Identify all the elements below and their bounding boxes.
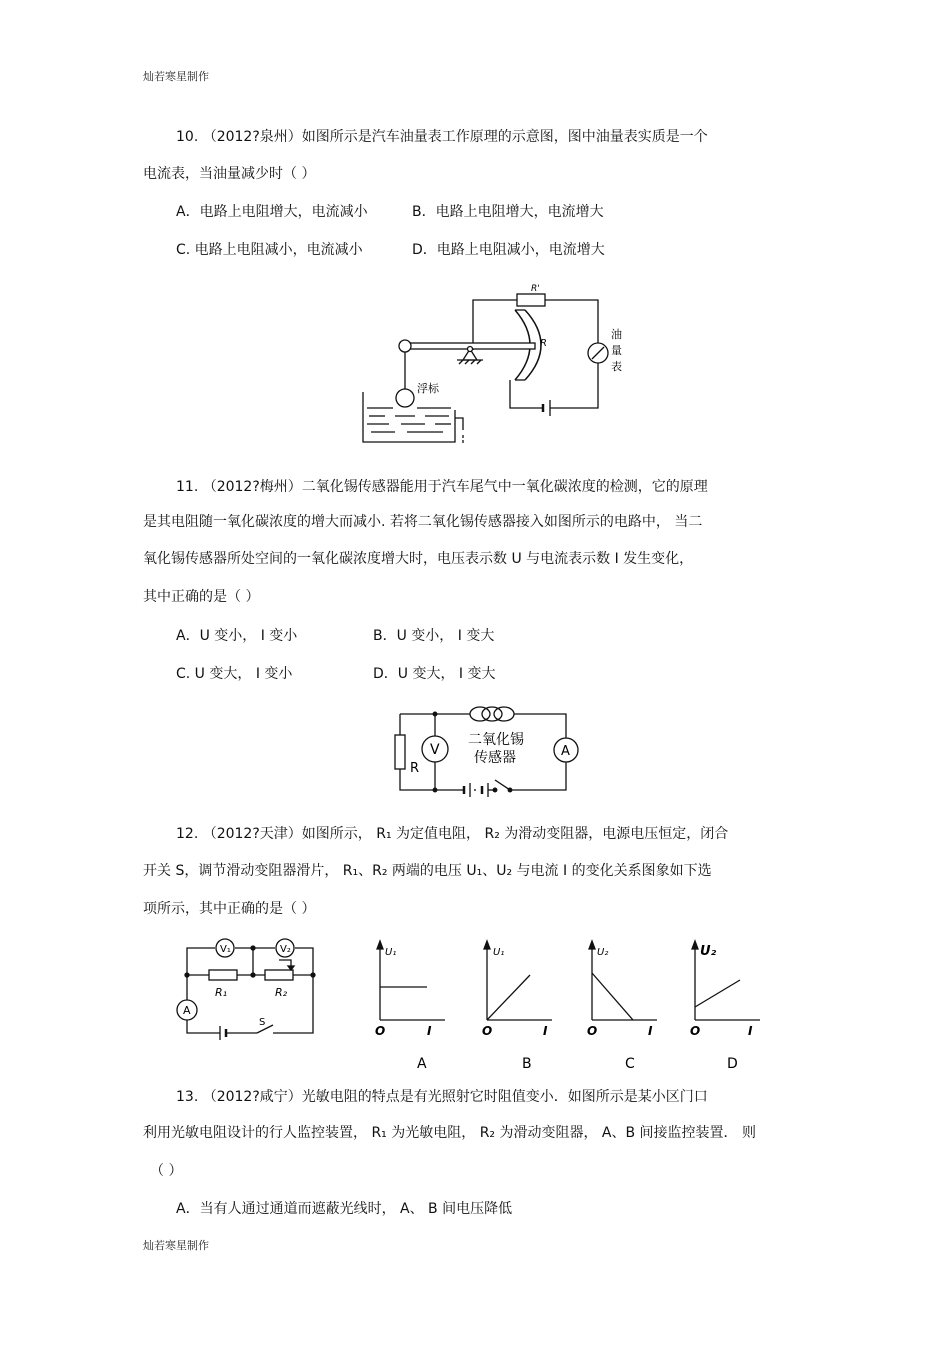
q12-graph-a-ylabel: U₁ (385, 947, 397, 958)
q12-graph-options (365, 935, 785, 1075)
q12-graph-b-label: B (522, 1056, 532, 1072)
q11-stem-line4: 其中正确的是（ ） (143, 589, 260, 605)
q10-stem-line2: 电流表，当油量减少时（ ） (143, 166, 316, 182)
q12-graph-a-label: A (417, 1056, 427, 1072)
q10-label-gauge-3: 表 (611, 360, 622, 373)
q12-graph-c-origin: O (587, 1024, 598, 1038)
q11-ammeter-label: A (561, 744, 570, 759)
q12-graph-b-origin: O (482, 1024, 493, 1038)
q12-v2-label: V₂ (280, 944, 291, 955)
q11-stem-line1: 11. （2012?梅州）二氧化锡传感器能用于汽车尾气中一氧化碳浓度的检测，它的原理 (176, 479, 708, 495)
q11-voltmeter-label: V (430, 742, 440, 758)
q12-v1-label: V₁ (220, 944, 231, 955)
q11-sensor-label-1: 二氧化锡 (468, 732, 524, 748)
q12-graph-c-label: C (625, 1056, 635, 1072)
q11-option-d: D．U 变大， I 变大 (373, 666, 496, 682)
q12-r1-label: R₁ (215, 986, 228, 999)
q11-option-a: A．U 变小， I 变小 (176, 628, 298, 644)
q10-label-float: 浮标 (417, 382, 439, 395)
q12-stem-line3: 项所示，其中正确的是（ ） (143, 901, 316, 917)
q10-label-r-prime: R' (531, 284, 540, 294)
q10-option-b: B．电路上电阻增大，电流增大 (412, 204, 604, 220)
q12-r2-label: R₂ (275, 986, 288, 999)
q12-graph-d-ylabel: U₂ (700, 944, 717, 959)
q10-option-d: D．电路上电阻减小，电流增大 (412, 242, 605, 258)
q11-option-b: B．U 变小， I 变大 (373, 628, 495, 644)
q13-option-a: A．当有人通过通道而遮蔽光线时， A、 B 间电压降低 (176, 1201, 513, 1217)
q13-stem-line2: 利用光敏电阻设计的行人监控装置， R₁ 为光敏电阻， R₂ 为滑动变阻器， A、B 间接监控装置． 则 (143, 1125, 757, 1141)
page-footer: 灿若寒星制作 (143, 1239, 209, 1252)
q10-stem-line1: 10. （2012?泉州）如图所示是汽车油量表工作原理的示意图，图中油量表实质是一个 (176, 129, 708, 145)
q11-sensor-label-2: 传感器 (474, 750, 516, 766)
q11-stem-line3: 氧化锡传感器所处空间的一氧化碳浓度增大时，电压表示数 U 与电流表示数 I 发生变化， (143, 551, 694, 567)
q11-option-c: C. U 变大， I 变小 (176, 666, 293, 682)
q11-sensor-circuit-diagram (390, 700, 590, 808)
q12-switch-label: S (259, 1017, 266, 1028)
q12-stem-line1: 12. （2012?天津）如图所示， R₁ 为定值电阻， R₂ 为滑动变阻器，电源电压恒定，闭合 (176, 826, 729, 842)
q10-oil-gauge-diagram (355, 280, 645, 450)
q13-stem-line1: 13. （2012?咸宁）光敏电阻的特点是有光照射它时阻值变小．如图所示是某小区门口 (176, 1089, 708, 1105)
q12-graph-c-xlabel: I (648, 1024, 653, 1038)
q12-circuit-diagram (175, 930, 325, 1045)
q11-stem-line2: 是其电阻随一氧化碳浓度的增大而减小. 若将二氧化锡传感器接入如图所示的电路中， 当二 (143, 514, 703, 530)
q12-ammeter-label: A (183, 1004, 191, 1017)
q12-graph-d-origin: O (690, 1024, 701, 1038)
q12-graph-c-ylabel: U₂ (597, 947, 609, 958)
q12-graph-a-xlabel: I (427, 1024, 432, 1038)
q10-option-a: A．电路上电阻增大，电流减小 (176, 204, 368, 220)
q12-graph-b-xlabel: I (543, 1024, 548, 1038)
q10-option-c: C. 电路上电阻减小，电流减小 (176, 242, 363, 258)
q10-label-r: R (540, 338, 547, 349)
q10-label-gauge-2: 量 (611, 344, 622, 357)
q13-stem-line3: （ ） (150, 1163, 183, 1179)
q11-resistor-label: R (410, 761, 420, 776)
q12-graph-b-ylabel: U₁ (493, 947, 505, 958)
q12-graph-d-label: D (727, 1056, 738, 1072)
page-header: 灿若寒星制作 (143, 70, 209, 83)
q12-stem-line2: 开关 S，调节滑动变阻器滑片， R₁、R₂ 两端的电压 U₁、U₂ 与电流 I 的变化关系图象如下选 (143, 863, 712, 879)
q12-graph-d-xlabel: I (748, 1024, 753, 1038)
q12-graph-a-origin: O (375, 1024, 386, 1038)
q10-label-gauge-1: 油 (611, 328, 622, 341)
